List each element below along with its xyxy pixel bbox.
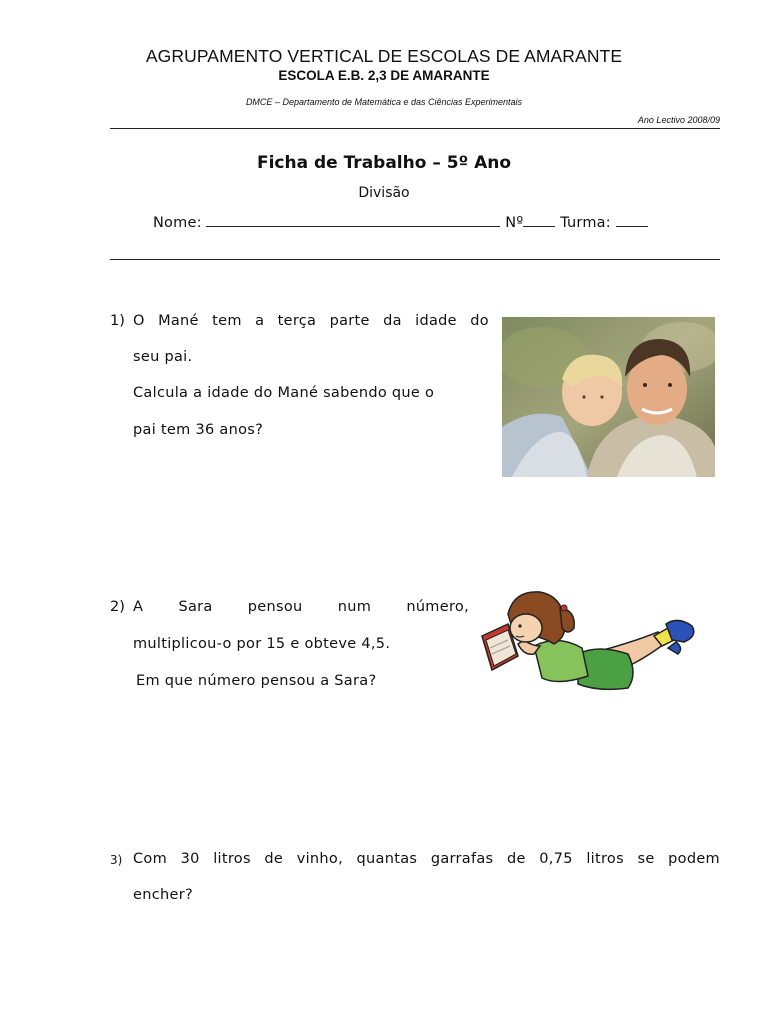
name-label: Nome: [153,215,202,231]
number-label: Nº [505,215,524,231]
name-field[interactable] [206,212,500,227]
question-1-line-3: Calcula a idade do Mané sabendo que o [133,385,435,401]
question-1-number: 1) [110,313,125,329]
word: parte [329,313,370,329]
question-2-line-3: Em que número pensou a Sara? [136,673,377,689]
department-line: DMCE – Departamento de Matemática e das Ciências Experimentais [245,97,523,107]
worksheet-subtitle: Divisão [358,185,410,201]
class-field[interactable] [616,212,648,227]
word: podem [668,851,720,867]
word: do [470,313,489,329]
question-3-number: 3) [110,853,123,867]
question-2-line-1 [133,599,469,615]
word: A [133,599,144,615]
question-3-line-1 [133,851,720,867]
girl-reading-book-illustration [478,584,704,696]
header-divider [110,128,720,129]
word: quantas [356,851,418,867]
class-label: Turma: [560,215,611,231]
school-subname: ESCOLA E.B. 2,3 DE AMARANTE [278,68,490,83]
word: O [133,313,145,329]
school-year: Ano Lectivo 2008/09 [637,115,720,125]
question-2-line-2: multiplicou-o por 15 e obteve 4,5. [133,636,391,652]
number-field[interactable] [523,212,555,227]
word: se [637,851,655,867]
question-1-line-1 [133,313,489,329]
word: num [337,599,372,615]
word: litros [213,851,251,867]
word: Mané [158,313,199,329]
question-1-line-4: pai tem 36 anos? [133,422,264,438]
word: garrafas [430,851,494,867]
question-3-line-2: encher? [133,887,193,903]
word: a [255,313,265,329]
question-1-line-2: seu pai. [133,349,193,365]
word: de [264,851,284,867]
question-2-number: 2) [110,599,125,615]
father-and-son-photo [502,317,715,477]
word: 0,75 [539,851,573,867]
word: tem [212,313,242,329]
worksheet-title: Ficha de Trabalho – 5º Ano [256,153,512,173]
word: Com [133,851,168,867]
word: número, [406,599,469,615]
word: pensou [247,599,303,615]
student-info-line [153,212,648,231]
word: 30 [180,851,200,867]
word: idade [415,313,457,329]
word: Sara [178,599,213,615]
word: terça [277,313,317,329]
word: litros [586,851,624,867]
word: de [506,851,526,867]
word: da [383,313,402,329]
title-divider [110,259,720,260]
school-name: AGRUPAMENTO VERTICAL DE ESCOLAS DE AMARANTE [145,46,623,66]
word: vinho, [296,851,343,867]
